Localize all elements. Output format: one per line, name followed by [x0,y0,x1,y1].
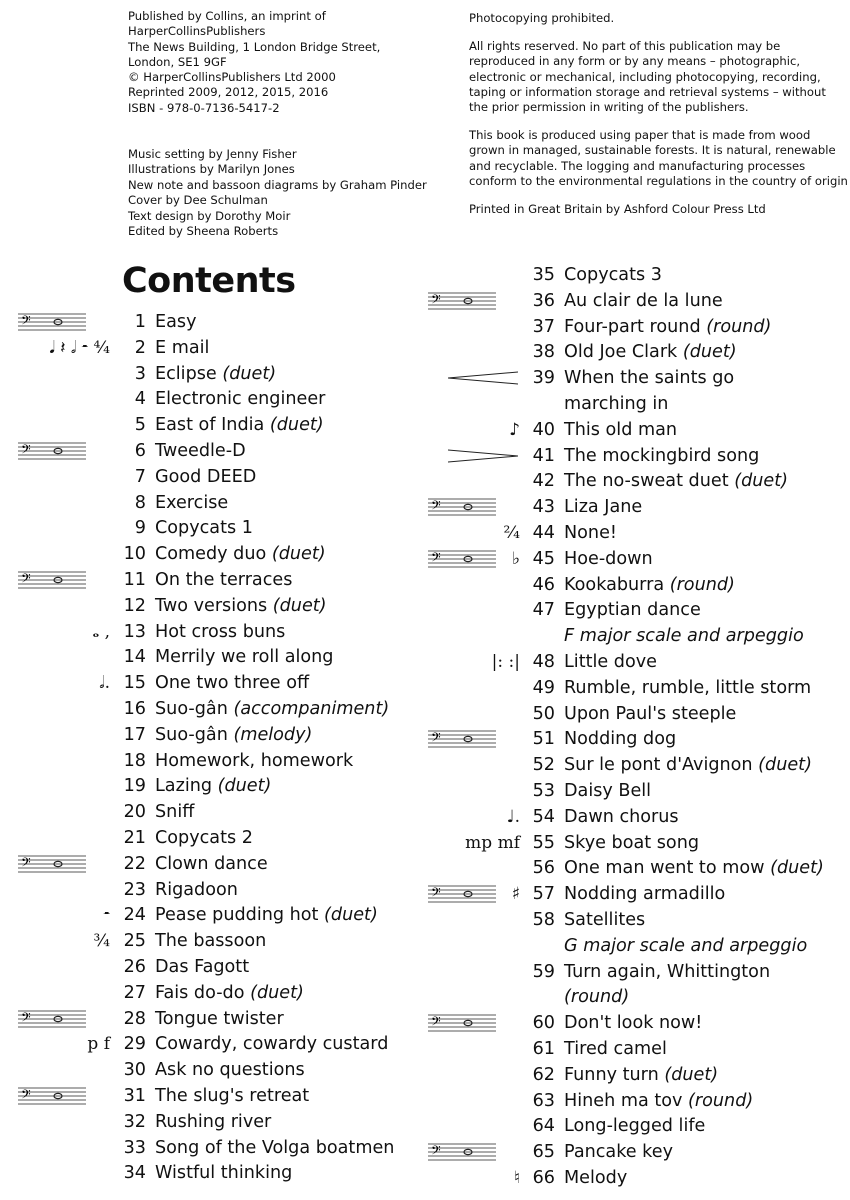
entry-number: 25 [123,931,146,952]
entry-qualifier: (round) [682,1090,754,1111]
entry-number: 64 [532,1116,555,1137]
entry-number: 4 [134,389,146,410]
svg-text:𝄢: 𝄢 [21,854,31,873]
entry-number: 39 [532,368,555,389]
entry-title: Don't look now! [564,1013,703,1034]
entry-qualifier: (duet) [658,1064,719,1085]
entry-title: Liza Jane [564,497,643,518]
entry-title: Rushing river [155,1111,272,1132]
entry-qualifier: (duet) [267,595,327,616]
entry-title: The slug's retreat [155,1086,310,1106]
imprint-line: London, SE1 9GF [128,54,227,69]
page-title: Contents [122,261,296,301]
quaver-icon: ♪ [509,419,520,440]
entry-title: Homework, homework [155,750,354,771]
entry-title: Wistful thinking [155,1163,293,1184]
bass-clef-staff-icon [18,1086,86,1106]
bass-clef-staff-icon [428,497,496,517]
entry-number: 54 [532,806,555,827]
entry-title: Nodding dog [564,729,677,750]
entry-qualifier: (duet) [318,905,378,926]
whole-note-breath-icon: 𝅝 , [92,621,110,642]
entry-title: Long-legged life [564,1116,706,1137]
entry-title: Dawn chorus [564,806,679,827]
entry-title: Satellites [564,910,646,930]
entry-number: 51 [532,729,555,750]
entry-qualifier: (duet) [264,415,324,436]
entry-title: Melody [564,1168,628,1188]
entry-title: Nodding armadillo [564,884,726,905]
entry-number: 33 [123,1137,146,1158]
entry-title: (round) [564,987,630,1008]
entry-title: One man went to mow (duet) [564,858,824,879]
entry-title: The no-sweat duet (duet) [564,471,788,492]
entry-number: 37 [532,316,555,337]
entry-number: 57 [532,884,555,905]
entry-number: 24 [123,905,146,926]
credits-line: Music setting by Jenny Fisher [128,147,297,161]
credits-block [128,147,427,239]
svg-text:𝄢: 𝄢 [431,885,441,904]
entry-title: Ask no questions [155,1060,305,1081]
entry-title: Pancake key [564,1142,673,1163]
entry-title: Merrily we roll along [155,647,334,668]
entry-title: Two versions (duet) [155,595,327,616]
entry-number: 41 [532,445,555,466]
entry-title: Turn again, Whittington [564,961,771,982]
svg-text:𝄢: 𝄢 [431,291,441,310]
svg-text:𝄢: 𝄢 [21,571,31,589]
entry-qualifier: (duet) [266,544,326,565]
entry-number: 15 [123,673,146,694]
entry-title: One two three off [155,673,310,694]
entry-qualifier: (duet) [728,471,788,492]
sharp-icon: ♯ [511,884,520,905]
entry-title: Daisy Bell [564,781,652,801]
rights-paragraph: Photocopying prohibited. [469,11,615,25]
bass-clef-staff-icon [18,1009,86,1029]
imprint-line: Reprinted 2009, 2012, 2015, 2016 [128,85,329,100]
entry-title: Old Joe Clark (duet) [564,342,737,363]
entry-number: 18 [123,750,146,771]
entry-number: 56 [532,858,555,879]
entry-number: 17 [123,724,146,745]
rights-paragraph: This book is produced using paper that is made from wood grown in managed, sustainable forests. It is natural, renewable and recyclable. The logging and manufacturing processes conform to the environmental regulations in the country of origin [469,128,848,188]
dotted-crotchet-icon: ♩. [506,806,520,827]
entry-number: 11 [123,570,146,590]
entry-title: Tired camel [564,1039,667,1059]
entry-title: Tweedle-D [155,441,246,461]
time-signature-icon: ²⁄₄ [503,523,520,543]
entry-title: Eclipse (duet) [155,363,277,384]
entry-number: 44 [532,523,555,543]
entry-number: 12 [123,595,146,616]
entry-qualifier: (duet) [764,858,824,879]
entry-title: Good DEED [155,466,257,487]
entry-title: Clown dance [155,853,268,874]
bass-clef-staff-icon [428,1142,496,1162]
entry-title: marching in [564,394,669,414]
entry-title: Four-part round (round) [564,316,772,337]
entry-title: Cowardy, cowardy custard [155,1034,389,1055]
entry-number: 20 [123,802,146,823]
entry-title: The bassoon [155,931,267,952]
entry-qualifier: (duet) [244,982,304,1003]
entry-title: East of India (duet) [155,415,324,436]
credits-line: New note and bassoon diagrams by Graham Pinder [128,177,427,192]
entry-title: Sniff [155,802,195,823]
entry-qualifier: (round) [700,316,772,337]
entry-title: Das Fagott [155,957,250,977]
rest-icon: 𝄼 [103,905,110,926]
entry-number: 50 [532,703,555,724]
entry-number: 55 [532,832,555,853]
bass-clef-staff-icon [428,729,496,749]
entry-title: Rigadoon [155,879,238,900]
entry-qualifier: (duet) [212,776,272,797]
bass-clef-staff-icon [18,441,86,461]
bass-clef-staff-icon [428,549,496,569]
entry-title: Electronic engineer [155,389,326,410]
repeat-icon: |: :| [491,652,520,672]
entry-number: 28 [123,1008,146,1029]
entry-title: Upon Paul's steeple [564,703,737,724]
entry-number: 1 [134,312,146,332]
entry-number: 19 [123,776,146,797]
entry-title: Egyptian dance [564,600,701,621]
entry-title: Au clair de la lune [564,290,723,311]
credits-line: Cover by Dee Schulman [128,193,268,208]
entry-number: 9 [134,518,146,539]
svg-text:𝄢: 𝄢 [21,1009,31,1028]
dynamics-icon: mp mf [465,832,520,853]
entry-title: The mockingbird song [564,445,760,466]
entry-title: Hoe-down [564,548,653,569]
entry-title: Funny turn (duet) [564,1064,719,1085]
entry-number: 47 [532,600,555,621]
svg-text:𝄢: 𝄢 [431,730,441,749]
bass-clef-staff-icon [428,1013,496,1033]
bass-clef-staff-icon [428,291,496,311]
entry-number: 21 [123,828,146,848]
crescendo-icon [448,449,518,463]
entry-title: Tongue twister [155,1008,284,1029]
entry-title: Little dove [564,652,657,672]
entry-number: 40 [532,419,555,440]
entry-title: Comedy duo (duet) [155,544,326,565]
entry-number: 31 [123,1086,146,1106]
entry-number: 49 [532,677,555,698]
bass-clef-staff-icon [18,312,86,332]
entry-number: 66 [532,1168,555,1188]
entry-title: Fais do-do (duet) [155,982,304,1003]
entry-number: 61 [532,1039,555,1059]
entry-number: 65 [532,1142,555,1163]
imprint-line: Published by Collins, an imprint of [128,9,326,23]
entry-number: 62 [532,1064,555,1085]
entry-number: 45 [532,548,555,569]
entry-number: 32 [123,1111,146,1132]
entry-number: 7 [134,466,146,487]
imprint-block [128,9,380,116]
svg-text:𝄢: 𝄢 [21,442,31,460]
entry-number: 59 [532,961,555,982]
entry-number: 46 [532,574,555,595]
entry-number: 43 [532,497,555,518]
entry-title: Sur le pont d'Avignon (duet) [564,755,812,776]
svg-text:𝄢: 𝄢 [431,1143,441,1162]
diminuendo-icon [448,371,518,385]
svg-text:𝄢: 𝄢 [431,549,441,568]
entry-qualifier: (duet) [216,363,277,384]
imprint-line: HarperCollinsPublishers [128,24,266,39]
rights-paragraph: All rights reserved. No part of this publication may be reproduced in any form or by any means – photographic, electronic or mechanical, including photocopying, recording, taping or information storage and retrieval systems – without the prior permission in writing of the publishers. [469,39,826,115]
entry-number: 63 [532,1090,555,1111]
entry-number: 10 [123,544,146,565]
entry-number: 52 [532,755,555,776]
entry-qualifier: (melody) [227,724,313,745]
entry-number: 16 [123,699,146,719]
entry-title: Rumble, rumble, little storm [564,677,812,698]
entry-number: 30 [123,1060,146,1081]
entry-title: Copycats 1 [155,518,253,539]
entry-number: 27 [123,982,146,1003]
entry-title: Skye boat song [564,832,700,853]
dynamics-icon: p f [87,1034,110,1055]
entry-qualifier: (duet) [752,755,812,776]
entry-number: 6 [134,441,146,461]
credits-line: Edited by Sheena Roberts [128,224,279,239]
entry-number: 53 [532,781,555,801]
imprint-line: © HarperCollinsPublishers Ltd 2000 [128,70,336,85]
entry-number: 29 [123,1034,146,1055]
entry-number: 42 [532,471,555,492]
entry-number: 36 [532,290,555,311]
entry-number: 48 [532,652,555,672]
entry-title: Exercise [155,492,229,513]
bass-clef-staff-icon [18,570,86,590]
entry-number: 34 [123,1163,146,1184]
entry-title: Pease pudding hot (duet) [155,905,378,926]
entry-number: 22 [123,853,146,874]
bass-clef-staff-icon [428,884,496,904]
entry-number: 8 [134,492,146,513]
entry-title: Copycats 2 [155,828,253,848]
entry-number: 2 [134,337,146,358]
imprint-line: The News Building, 1 London Bridge Street, [128,39,381,54]
entry-number: 14 [123,647,146,668]
entry-title: F major scale and arpeggio [564,626,804,647]
credits-line: Text design by Dorothy Moir [128,208,291,223]
entry-title: Lazing (duet) [155,776,272,797]
entry-title: When the saints go [564,368,735,389]
entry-title: This old man [564,419,678,440]
svg-text:𝄢: 𝄢 [21,313,31,331]
flat-icon: ♭ [511,548,520,569]
entry-number: 58 [532,910,555,930]
entry-qualifier: (duet) [677,342,737,363]
entry-title: E mail [155,337,210,358]
entry-number: 5 [134,415,146,436]
entry-qualifier: (accompaniment) [227,699,390,719]
bass-clef-staff-icon [18,854,86,874]
entry-title: Suo-gân (accompaniment) [155,699,390,719]
entry-title: Hineh ma tov (round) [564,1090,754,1111]
rights-block [469,11,849,230]
entry-number: 3 [134,363,146,384]
entry-number: 23 [123,879,146,900]
svg-text:𝄢: 𝄢 [431,498,441,517]
entry-title: None! [564,523,617,543]
time-signature-icon: ¾ [93,931,110,952]
entry-title: Suo-gân (melody) [155,724,313,745]
entry-title: Easy [155,312,197,332]
entry-number: 60 [532,1013,555,1034]
svg-text:𝄢: 𝄢 [431,1014,441,1033]
entry-qualifier: (round) [664,574,735,595]
entry-number: 35 [532,265,555,285]
entry-number: 38 [532,342,555,363]
dotted-minim-icon: 𝅗𝅥. [99,673,110,694]
entry-title: Hot cross buns [155,621,286,642]
natural-icon: ♮ [513,1168,520,1188]
entry-title: Kookaburra (round) [564,574,735,595]
entry-title: Copycats 3 [564,265,662,285]
rights-paragraph: Printed in Great Britain by Ashford Colour Press Ltd [469,202,766,217]
rhythm-symbols-icon: 𝅘𝅥 𝄽 𝅗𝅥 𝄼 ⁴⁄₄ [49,337,110,358]
svg-text:𝄢: 𝄢 [21,1087,31,1105]
entry-title: Song of the Volga boatmen [155,1137,395,1158]
entry-title: On the terraces [155,570,293,590]
credits-line: Illustrations by Marilyn Jones [128,162,295,177]
entry-number: 26 [123,957,146,977]
entry-title: G major scale and arpeggio [564,935,808,956]
entry-number: 13 [123,621,146,642]
imprint-line: ISBN - 978-0-7136-5417-2 [128,100,280,115]
